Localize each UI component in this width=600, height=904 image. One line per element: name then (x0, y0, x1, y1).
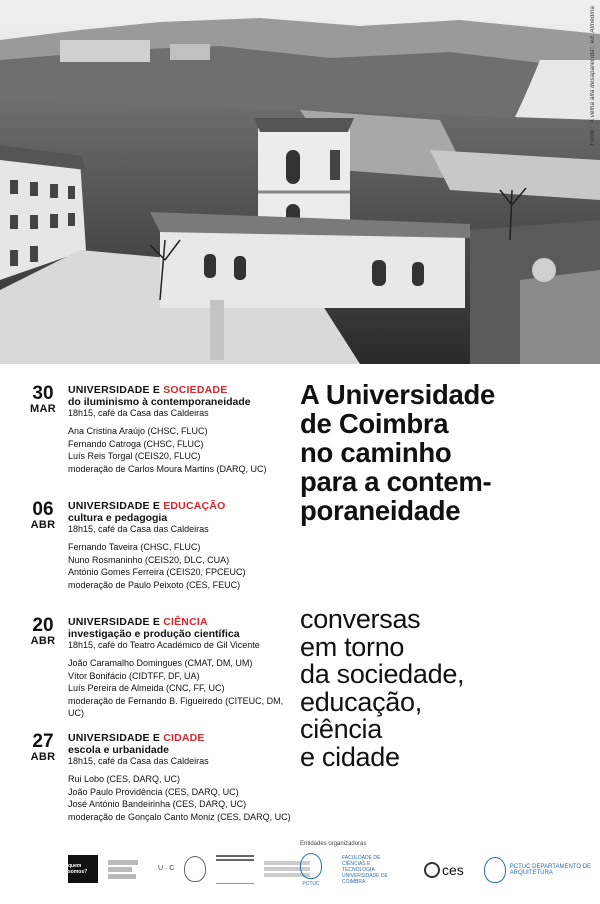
event-venue: 18h15, café do Teatro Académico de Gil Vicente (68, 640, 260, 650)
title-line: de Coimbra (300, 408, 449, 439)
event-topic: investigação e produção científica (68, 628, 240, 640)
speaker: Rui Lobo (CES, DARQ, UC) (68, 774, 181, 784)
event-month: ABR (30, 519, 56, 531)
subtitle-line: e cidade (300, 741, 400, 772)
event-date (26, 732, 60, 763)
title-line: A Universidade (300, 379, 495, 410)
organizer-logos (300, 853, 598, 887)
speaker: Fernando Taveira (CHSC, FLUC) (68, 542, 201, 552)
speaker: António Gomes Ferreira (CEIS20, FPCEUC) (68, 567, 246, 577)
seal-icon (484, 857, 506, 883)
event-topic: escola e urbanidade (68, 744, 169, 756)
fctuc-logo: FACULDADE DE CIÊNCIAS E TECNOLOGIA UNIVERSIDADE DE COIMBRA (342, 855, 388, 885)
photo-illustration (0, 0, 600, 364)
photo-credit: Fonte: "A velha alta desaparecida", ed. Almedina (590, 6, 596, 146)
event-title-accent: CIDADE (163, 732, 205, 744)
speaker: Luís Reis Torgal (CEIS20, FLUC) (68, 451, 201, 461)
event-list (26, 384, 301, 848)
event-month: ABR (30, 751, 56, 763)
speaker: Fernando Catroga (CHSC, FLUC) (68, 438, 204, 449)
event-title-accent: CIÊNCIA (163, 616, 208, 628)
historic-photo (0, 0, 600, 364)
seal-icon (300, 853, 322, 879)
organizers-label: Entidades organizadoras (300, 841, 367, 847)
subtitle-line: em torno (300, 631, 405, 662)
moderator: moderação de Carlos Moura Martins (DARQ, UC) (68, 463, 267, 474)
partner-logo-text (108, 860, 148, 879)
moderator: moderação de Gonçalo Canto Moniz (CES, DARQ, UC) (68, 811, 291, 822)
event-date (26, 384, 60, 415)
event-title-prefix: UNIVERSIDADE E (68, 732, 164, 744)
partner-logo-dark: quem somos? (68, 855, 98, 883)
unesco-icon (216, 855, 254, 884)
title-line: no caminho (300, 437, 452, 468)
speaker: Nuno Rosmaninho (CEIS20, DLC, CUA) (68, 554, 230, 565)
event-day: 27 (32, 731, 54, 752)
title-line: para a contem- (300, 466, 492, 497)
main-title (300, 380, 596, 525)
speaker: José António Bandeirinha (CES, DARQ, UC) (68, 799, 247, 809)
seal-icon (184, 856, 206, 882)
speaker: Ana Cristina Araújo (CHSC, FLUC) (68, 426, 208, 436)
speaker: João Paulo Providência (CES, DARQ, UC) (68, 786, 239, 797)
event-venue: 18h15, café da Casa das Caldeiras (68, 756, 209, 766)
subtitle-line: ciência (300, 714, 382, 744)
title-line: poraneidade (300, 495, 461, 526)
event-month: MAR (30, 403, 56, 415)
uc-logo: U · C (158, 865, 175, 872)
event-day: 30 (32, 383, 54, 404)
ces-logo (424, 862, 464, 878)
speaker: Luís Pereira de Almeida (CNC, FF, UC) (68, 683, 225, 693)
event-title-prefix: UNIVERSIDADE E (68, 616, 164, 628)
event-title (68, 500, 301, 512)
speaker: João Caramalho Domingues (CMAT, DM, UM) (68, 658, 253, 668)
event-date (26, 500, 60, 531)
speaker: Vítor Bonifácio (CIDTFF, DF, UA) (68, 670, 200, 681)
event-item (26, 500, 301, 602)
event-title (68, 384, 301, 396)
darq-label: PCTUC DEPARTAMENTO DE ARQUITETURA (509, 864, 592, 876)
pctuc-label: PCTUC (302, 881, 320, 887)
event-day: 20 (32, 615, 54, 636)
event-month: ABR (30, 635, 56, 647)
subtitle (300, 606, 596, 771)
partner-logos (68, 854, 310, 884)
event-date (26, 616, 60, 647)
event-title (68, 732, 301, 744)
subtitle-line: conversas (300, 604, 421, 634)
subtitle-line: da sociedade, (300, 659, 465, 689)
event-title-accent: EDUCAÇÃO (163, 500, 226, 512)
darq-logo (484, 857, 598, 883)
event-title-prefix: UNIVERSIDADE E (68, 384, 164, 396)
event-item (26, 384, 301, 486)
subtitle-line: educação, (300, 686, 422, 717)
event-venue: 18h15, café da Casa das Caldeiras (68, 408, 209, 418)
pctuc-logo (300, 853, 322, 887)
event-day: 06 (32, 499, 54, 520)
event-title-prefix: UNIVERSIDADE E (68, 500, 164, 512)
event-topic: cultura e pedagogia (68, 512, 168, 524)
event-item (26, 616, 301, 718)
event-title (68, 616, 301, 628)
event-title-accent: SOCIEDADE (163, 384, 228, 396)
event-venue: 18h15, café da Casa das Caldeiras (68, 524, 209, 534)
event-topic: do iluminismo à contemporaneidade (68, 396, 251, 408)
moderator: moderação de Paulo Peixoto (CES, FEUC) (68, 579, 241, 590)
moderator: moderação de Fernando B. Figueiredo (CITEUC, DM, UC) (68, 695, 284, 718)
ces-icon (424, 862, 440, 878)
event-item (26, 732, 301, 834)
ces-label: ces (442, 862, 464, 878)
